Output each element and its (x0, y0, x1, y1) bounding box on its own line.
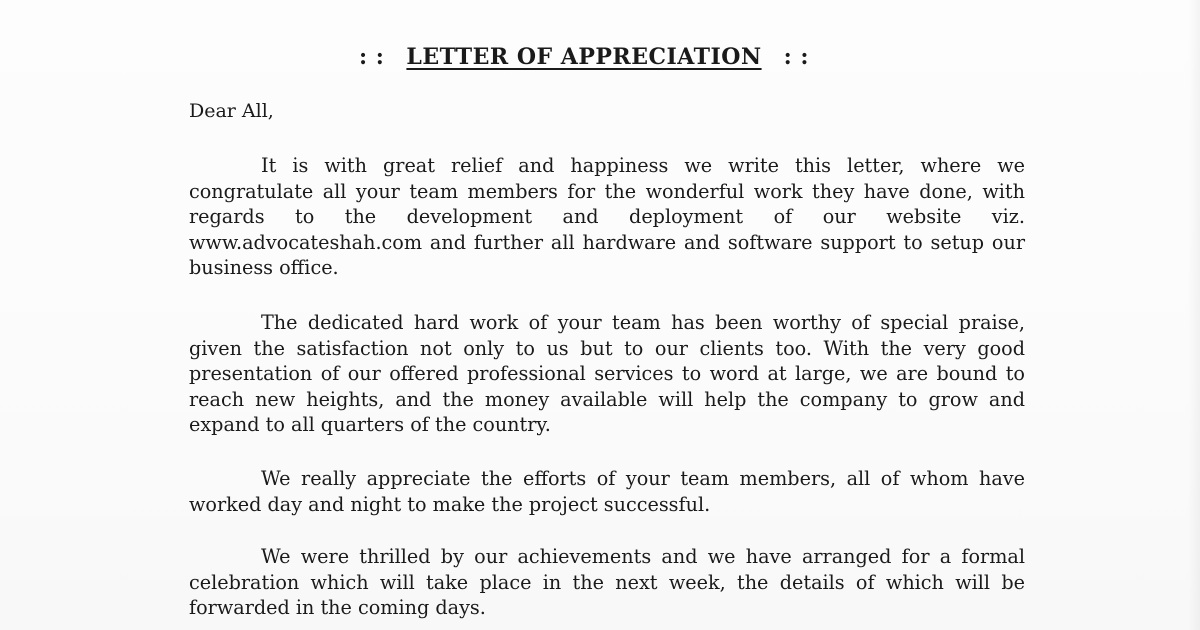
paragraph-2: The dedicated hard work of your team has been worthy of special praise, given the satisfaction not only to us but to our clients too. With the very good presentation of our offered professional services to word at large, we are bound to reach new heights, and the money available will help the company to grow and expand to all quarters of the country. (189, 311, 1025, 436)
letter-title (359, 44, 859, 70)
title-text: LETTER OF APPRECIATION (406, 44, 762, 70)
paragraph-3: We really appreciate the efforts of your team members, all of whom have worked day and night to make the project successful. (189, 467, 1025, 516)
title-suffix: : : (783, 44, 809, 70)
paragraph-1: It is with great relief and happiness we write this letter, where we congratulate all your team members for the wonderful work they have done, with regards to the development and deployment of our website viz. www.advocateshah.com and further all hardware and software support to setup our business office. (189, 154, 1025, 279)
page-edge-shadow (1188, 0, 1200, 630)
title-prefix: : : (359, 44, 385, 70)
salutation: Dear All, (189, 100, 274, 122)
paragraph-4: We were thrilled by our achievements and we have arranged for a formal celebration which will take place in the next week, the details of which will be forwarded in the coming days. (189, 545, 1025, 619)
